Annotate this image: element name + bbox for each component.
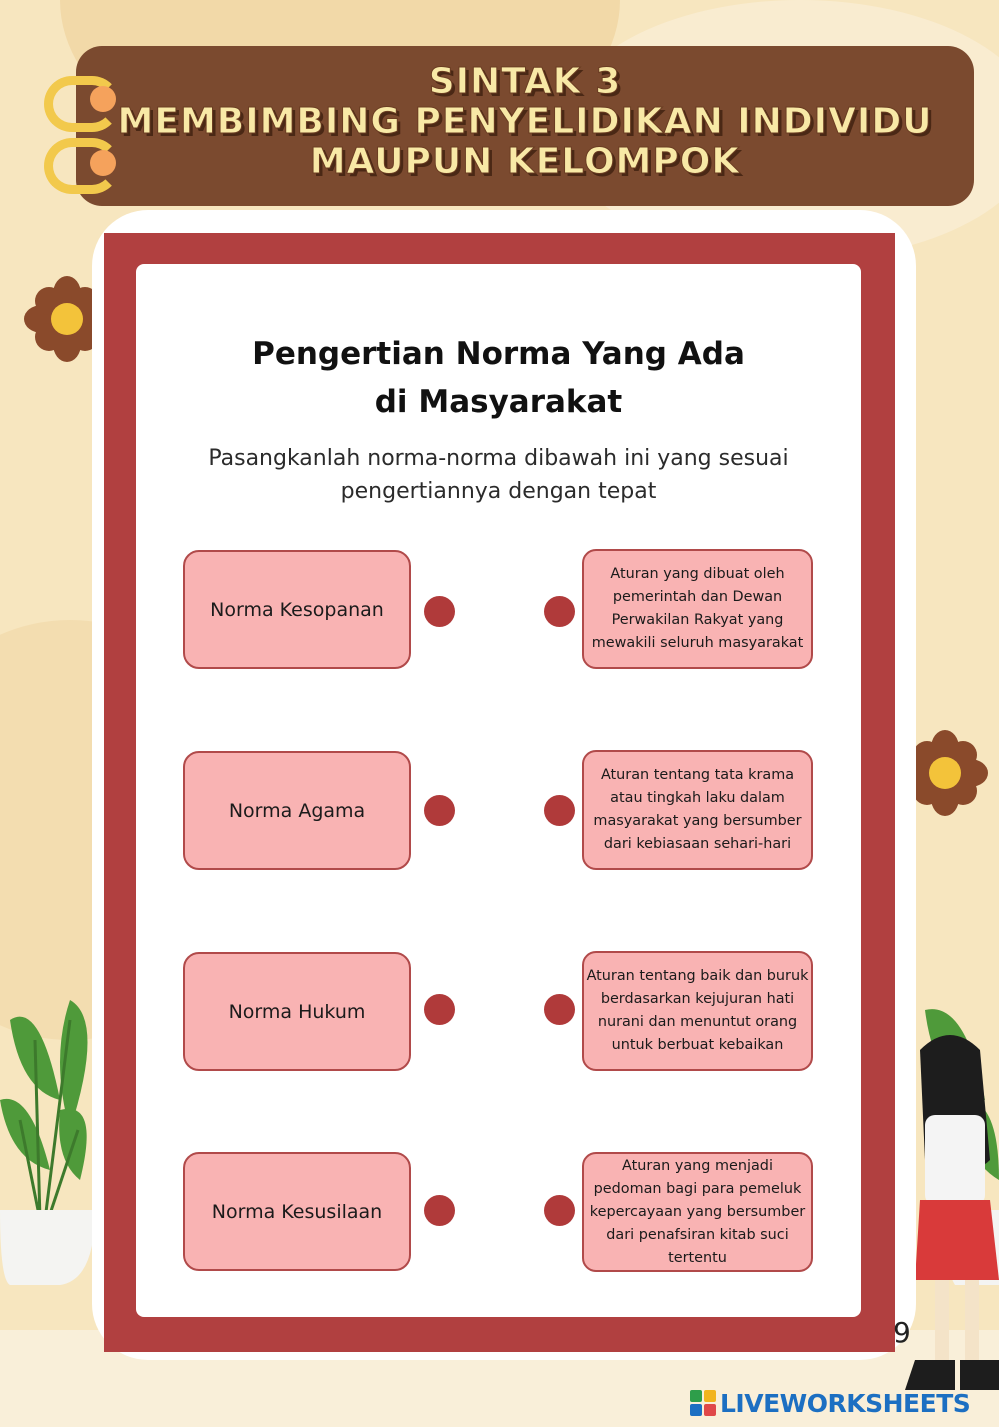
page-title-line: Pengertian Norma Yang Ada xyxy=(252,336,745,372)
liveworksheets-logo[interactable] xyxy=(690,1386,970,1420)
definition-box[interactable]: Aturan yang menjadi pedoman bagi para pemeluk kepercayaan yang bersumber dari penafsiran kitab suci tertentu xyxy=(582,1152,813,1272)
term-box-agama[interactable]: Norma Agama xyxy=(183,751,411,870)
match-dot-right[interactable] xyxy=(544,994,575,1025)
match-dot-left[interactable] xyxy=(424,795,455,826)
match-dot-right[interactable] xyxy=(544,596,575,627)
match-dot-left[interactable] xyxy=(424,1195,455,1226)
header-title-line: SINTAK 3 xyxy=(428,61,622,102)
definition-box[interactable]: Aturan yang dibuat oleh pemerintah dan Dewan Perwakilan Rakyat yang mewakili seluruh masyarakat xyxy=(582,549,813,669)
header-title xyxy=(76,62,974,182)
header-title-line: MEMBIMBING PENYELIDIKAN INDIVIDU xyxy=(117,101,933,142)
definition-box[interactable]: Aturan tentang tata krama atau tingkah laku dalam masyarakat yang bersumber dari kebiasaan sehari-hari xyxy=(582,750,813,870)
page-number: 9 xyxy=(893,1316,911,1349)
match-dot-right[interactable] xyxy=(544,1195,575,1226)
term-box-kesusilaan[interactable]: Norma Kesusilaan xyxy=(183,1152,411,1271)
page-title xyxy=(136,330,861,426)
definition-box[interactable]: Aturan tentang baik dan buruk berdasarkan kejujuran hati nurani dan menuntut orang untuk berbuat kebaikan xyxy=(582,951,813,1071)
page-title-line: di Masyarakat xyxy=(374,384,623,420)
instruction-text: Pasangkanlah norma-norma dibawah ini yang sesuai pengertiannya dengan tepat xyxy=(208,446,789,504)
header-title-line: MAUPUN KELOMPOK xyxy=(309,141,741,182)
match-dot-right[interactable] xyxy=(544,795,575,826)
match-dot-left[interactable] xyxy=(424,596,455,627)
match-dot-left[interactable] xyxy=(424,994,455,1025)
term-box-hukum[interactable]: Norma Hukum xyxy=(183,952,411,1071)
brand-text: LIVEWORKSHEETS xyxy=(720,1388,971,1418)
liveworksheets-logo-icon xyxy=(690,1390,716,1416)
term-box-kesopanan[interactable]: Norma Kesopanan xyxy=(183,550,411,669)
